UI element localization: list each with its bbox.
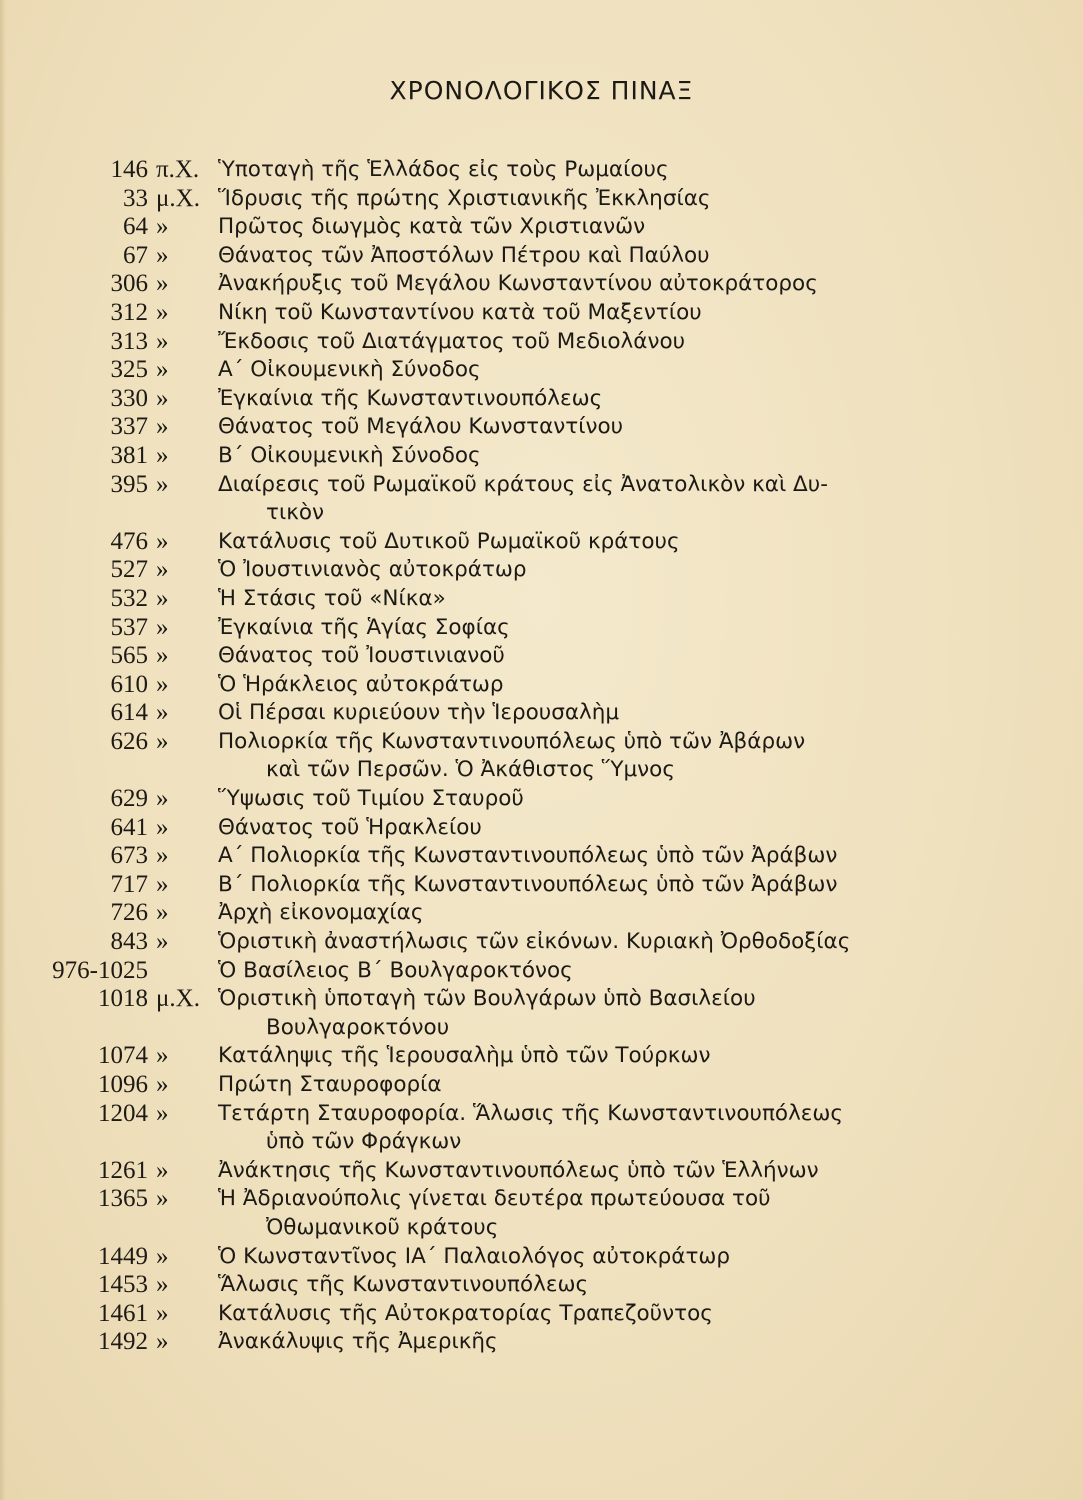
row-event-text: Θάνατος τῶν Ἀποστόλων Πέτρου καὶ Παύλου <box>218 242 710 268</box>
row-event <box>218 785 908 814</box>
row-era: μ.Χ. <box>156 985 200 1013</box>
table-row <box>0 471 1083 528</box>
table-row <box>0 899 1083 928</box>
row-event <box>218 1042 908 1071</box>
table-row <box>0 699 1083 728</box>
table-row <box>0 1071 1083 1100</box>
row-era: » <box>156 870 169 898</box>
row-event <box>218 728 908 785</box>
row-event-text: Ἡ Στάσις τοῦ «Νίκα» <box>218 585 446 611</box>
row-event-text: Νίκη τοῦ Κωνσταντίνου κατὰ τοῦ Μαξεντίου <box>218 299 702 325</box>
row-event <box>218 413 908 442</box>
table-row <box>0 442 1083 471</box>
row-event-text: Ὑποταγὴ τῆς Ἑλλάδος εἰς τοὺς Ρωμαίους <box>218 157 669 182</box>
row-event <box>218 528 908 557</box>
row-era: » <box>156 470 169 498</box>
row-era: » <box>156 613 169 641</box>
row-event-text: Οἱ Πέρσαι κυριεύουν τὴν Ἱερουσαλὴμ <box>218 700 620 726</box>
row-era: » <box>156 1299 169 1327</box>
row-era: » <box>156 1156 169 1184</box>
row-era: » <box>156 298 169 326</box>
table-row <box>0 1300 1083 1329</box>
row-year: 726 <box>110 899 148 927</box>
row-event-text: Β΄ Πολιορκία τῆς Κωνσταντινουπόλεως ὑπὸ τῶν Ἀράβων <box>218 871 838 897</box>
row-event <box>218 928 908 957</box>
row-year: 1204 <box>98 1099 148 1127</box>
row-era: » <box>156 241 169 269</box>
table-row <box>0 328 1083 357</box>
row-year: 614 <box>110 699 148 727</box>
table-row <box>0 842 1083 871</box>
row-event-text: Ἡ Ἀδριανούπολις γίνεται δευτέρα πρωτεύουσα τοῦ <box>218 1186 771 1212</box>
row-event <box>218 442 908 471</box>
row-year: 64 <box>123 213 148 241</box>
row-year: 843 <box>110 928 148 956</box>
row-event-text: Ὁ Βασίλειος Β΄ Βουλγαροκτόνος <box>218 957 573 983</box>
row-event-text: Ἐγκαίνια τῆς Κωνσταντινουπόλεως <box>218 385 603 411</box>
row-era: » <box>156 527 169 555</box>
row-era: » <box>156 1242 169 1270</box>
row-event <box>218 957 908 986</box>
row-event-text: Ἔκδοσις τοῦ Διατάγματος τοῦ Μεδιολάνου <box>218 328 686 354</box>
row-event-text: Ὁ Ἰουστινιανὸς αὐτοκράτωρ <box>218 557 527 583</box>
row-year: 1074 <box>98 1042 148 1070</box>
row-event <box>218 185 908 214</box>
row-era: » <box>156 1042 169 1070</box>
row-event-text: Κατάλυσις τοῦ Δυτικοῦ Ρωμαϊκοῦ κράτους <box>218 528 680 554</box>
row-event-text: Ὁ Ἡράκλειος αὐτοκράτωρ <box>218 671 504 697</box>
row-year: 476 <box>110 527 148 555</box>
row-era: » <box>156 441 169 469</box>
row-era: » <box>156 699 169 727</box>
table-row <box>0 642 1083 671</box>
row-year: 537 <box>110 613 148 641</box>
row-event-text: Κατάληψις τῆς Ἱερουσαλὴμ ὑπὸ τῶν Τούρκων <box>218 1043 711 1069</box>
row-event-continuation: ὑπὸ τῶν Φράγκων <box>266 1129 462 1155</box>
row-event <box>218 699 908 728</box>
row-year: 1461 <box>98 1299 148 1327</box>
row-era: » <box>156 327 169 355</box>
table-row <box>0 871 1083 900</box>
row-event-text: Ὁριστικὴ ὑποταγὴ τῶν Βουλγάρων ὑπὸ Βασιλείου <box>218 986 756 1012</box>
row-event <box>218 814 908 843</box>
table-row <box>0 957 1083 986</box>
row-event <box>218 1271 908 1300</box>
row-event-continuation: Ὀθωμανικοῦ κράτους <box>266 1214 499 1240</box>
table-row <box>0 1271 1083 1300</box>
table-row <box>0 242 1083 271</box>
row-year: 610 <box>110 670 148 698</box>
chronology-table <box>0 156 1083 1357</box>
table-row <box>0 928 1083 957</box>
row-event <box>218 471 908 528</box>
row-event <box>218 1328 908 1357</box>
table-row <box>0 1042 1083 1071</box>
row-event <box>218 642 908 671</box>
row-era: » <box>156 556 169 584</box>
row-era: » <box>156 785 169 813</box>
row-year: 1261 <box>98 1156 148 1184</box>
row-event-text: Θάνατος τοῦ Μεγάλου Κωνσταντίνου <box>218 414 624 440</box>
table-row <box>0 1328 1083 1357</box>
table-row <box>0 156 1083 185</box>
table-row <box>0 671 1083 700</box>
table-row <box>0 585 1083 614</box>
row-event-text: Ἀνακάλυψις τῆς Ἀμερικῆς <box>218 1329 498 1355</box>
row-era: » <box>156 1328 169 1356</box>
row-event <box>218 270 908 299</box>
row-event-text: Πολιορκία τῆς Κωνσταντινουπόλεως ὑπὸ τῶν Ἀβάρων <box>218 728 806 754</box>
row-era: » <box>156 928 169 956</box>
row-year: 1449 <box>98 1242 148 1270</box>
row-event-text: Τετάρτη Σταυροφορία. Ἅλωσις τῆς Κωνσταντινουπόλεως <box>218 1100 844 1126</box>
row-event-text: Ὁ Κωνσταντῖνος ΙΑ΄ Παλαιολόγος αὐτοκράτωρ <box>218 1243 731 1269</box>
row-event <box>218 213 908 242</box>
row-era: » <box>156 813 169 841</box>
table-row <box>0 785 1083 814</box>
row-year: 312 <box>110 298 148 326</box>
row-year: 1492 <box>98 1328 148 1356</box>
table-row <box>0 213 1083 242</box>
row-event <box>218 614 908 643</box>
row-era: » <box>156 1099 169 1127</box>
row-year: 626 <box>110 727 148 755</box>
row-year: 527 <box>110 556 148 584</box>
row-event <box>218 299 908 328</box>
row-year: 395 <box>110 470 148 498</box>
row-event <box>218 671 908 700</box>
row-era: » <box>156 1185 169 1213</box>
page-title: ΧΡΟΝΟΛΟΓΙΚΟΣ ΠΙΝΑΞ <box>389 76 694 105</box>
row-era: » <box>156 1271 169 1299</box>
row-year: 306 <box>110 270 148 298</box>
row-era: π.Χ. <box>156 156 200 183</box>
row-event-text: Α΄ Πολιορκία τῆς Κωνσταντινουπόλεως ὑπὸ τῶν Ἀράβων <box>218 843 838 869</box>
row-event-text: Ἵδρυσις τῆς πρώτης Χριστιανικῆς Ἐκκλησίας <box>218 185 711 211</box>
row-event-text: Θάνατος τοῦ Ἰουστινιανοῦ <box>218 643 505 669</box>
table-row <box>0 814 1083 843</box>
row-event-text: Ἀνακήρυξις τοῦ Μεγάλου Κωνσταντίνου αὐτοκράτορος <box>218 271 818 297</box>
row-era: » <box>156 670 169 698</box>
row-year: 673 <box>110 842 148 870</box>
table-row <box>0 1100 1083 1157</box>
row-event-continuation: τικὸν <box>266 500 325 526</box>
row-era: » <box>156 727 169 755</box>
row-event-text: Θάνατος τοῦ Ἡρακλείου <box>218 814 482 840</box>
row-year: 565 <box>110 642 148 670</box>
row-event <box>218 1100 908 1157</box>
row-event <box>218 842 908 871</box>
row-era: » <box>156 270 169 298</box>
row-era: » <box>156 642 169 670</box>
row-year: 33 <box>123 184 148 212</box>
row-event <box>218 556 908 585</box>
row-event <box>218 985 908 1042</box>
table-row <box>0 185 1083 214</box>
table-row <box>0 1185 1083 1242</box>
row-event-continuation: Βουλγαροκτόνου <box>266 1014 450 1040</box>
row-event-text: Ἐγκαίνια τῆς Ἁγίας Σοφίας <box>218 614 510 640</box>
row-event <box>218 871 908 900</box>
row-event-text: Ὁριστικὴ ἀναστήλωσις τῶν εἰκόνων. Κυριακὴ Ὀρθοδοξίας <box>218 929 851 955</box>
row-event-continuation: καὶ τῶν Περσῶν. Ὁ Ἀκάθιστος Ὕμνος <box>266 757 675 783</box>
row-event-text: Ἀρχὴ εἰκονομαχίας <box>218 900 424 926</box>
row-year: 337 <box>110 413 148 441</box>
row-event <box>218 899 908 928</box>
row-year: 146 <box>110 156 148 183</box>
row-year: 325 <box>110 356 148 384</box>
table-row <box>0 385 1083 414</box>
row-year: 717 <box>110 870 148 898</box>
row-event <box>218 356 908 385</box>
row-year: 1018 <box>98 985 148 1013</box>
row-year: 532 <box>110 584 148 612</box>
row-era: » <box>156 384 169 412</box>
row-event-text: Α΄ Οἰκουμενικὴ Σύνοδος <box>218 357 481 383</box>
row-event <box>218 1243 908 1272</box>
row-event-text: Ἅλωσις τῆς Κωνσταντινουπόλεως <box>218 1272 589 1298</box>
row-event-text: Κατάλυσις τῆς Αὐτοκρατορίας Τραπεζοῦντος <box>218 1300 713 1326</box>
row-year: 1096 <box>98 1071 148 1098</box>
row-year: 641 <box>110 813 148 841</box>
row-event-text: Πρώτη Σταυροφορία <box>218 1072 442 1097</box>
row-era: μ.Χ. <box>156 184 200 212</box>
table-row <box>0 528 1083 557</box>
table-row <box>0 1243 1083 1272</box>
row-event <box>218 585 908 614</box>
row-event <box>218 1185 908 1242</box>
table-row <box>0 728 1083 785</box>
table-row <box>0 614 1083 643</box>
table-row <box>0 299 1083 328</box>
row-event-text: Διαίρεσις τοῦ Ρωμαϊκοῦ κράτους εἰς Ἀνατολικὸν καὶ Δυ- <box>218 471 828 497</box>
table-row <box>0 270 1083 299</box>
table-row <box>0 356 1083 385</box>
row-era: » <box>156 356 169 384</box>
row-year: 1453 <box>98 1271 148 1299</box>
row-year: 1365 <box>98 1185 148 1213</box>
row-event <box>218 1071 908 1100</box>
row-event-text: Πρῶτος διωγμὸς κατὰ τῶν Χριστιανῶν <box>218 214 646 240</box>
row-year: 313 <box>110 327 148 355</box>
row-era: » <box>156 842 169 870</box>
row-event <box>218 242 908 271</box>
row-era: » <box>156 899 169 927</box>
table-row <box>0 1157 1083 1186</box>
row-year: 67 <box>123 241 148 269</box>
row-event <box>218 156 908 185</box>
row-era: » <box>156 413 169 441</box>
row-event <box>218 328 908 357</box>
row-era: » <box>156 584 169 612</box>
row-event <box>218 1300 908 1329</box>
row-event-text: Ὕψωσις τοῦ Τιμίου Σταυροῦ <box>218 786 524 812</box>
row-year: 976-1025 <box>52 956 148 984</box>
row-year: 629 <box>110 785 148 813</box>
row-era: » <box>156 1071 169 1098</box>
row-event <box>218 1157 908 1186</box>
table-row <box>0 413 1083 442</box>
row-event-text: Β΄ Οἰκουμενικὴ Σύνοδος <box>218 442 481 468</box>
row-year: 330 <box>110 384 148 412</box>
row-era: » <box>156 213 169 241</box>
table-row <box>0 985 1083 1042</box>
row-year: 381 <box>110 441 148 469</box>
row-event <box>218 385 908 414</box>
table-row <box>0 556 1083 585</box>
row-event-text: Ἀνάκτησις τῆς Κωνσταντινουπόλεως ὑπὸ τῶν Ἑλλήνων <box>218 1157 819 1183</box>
